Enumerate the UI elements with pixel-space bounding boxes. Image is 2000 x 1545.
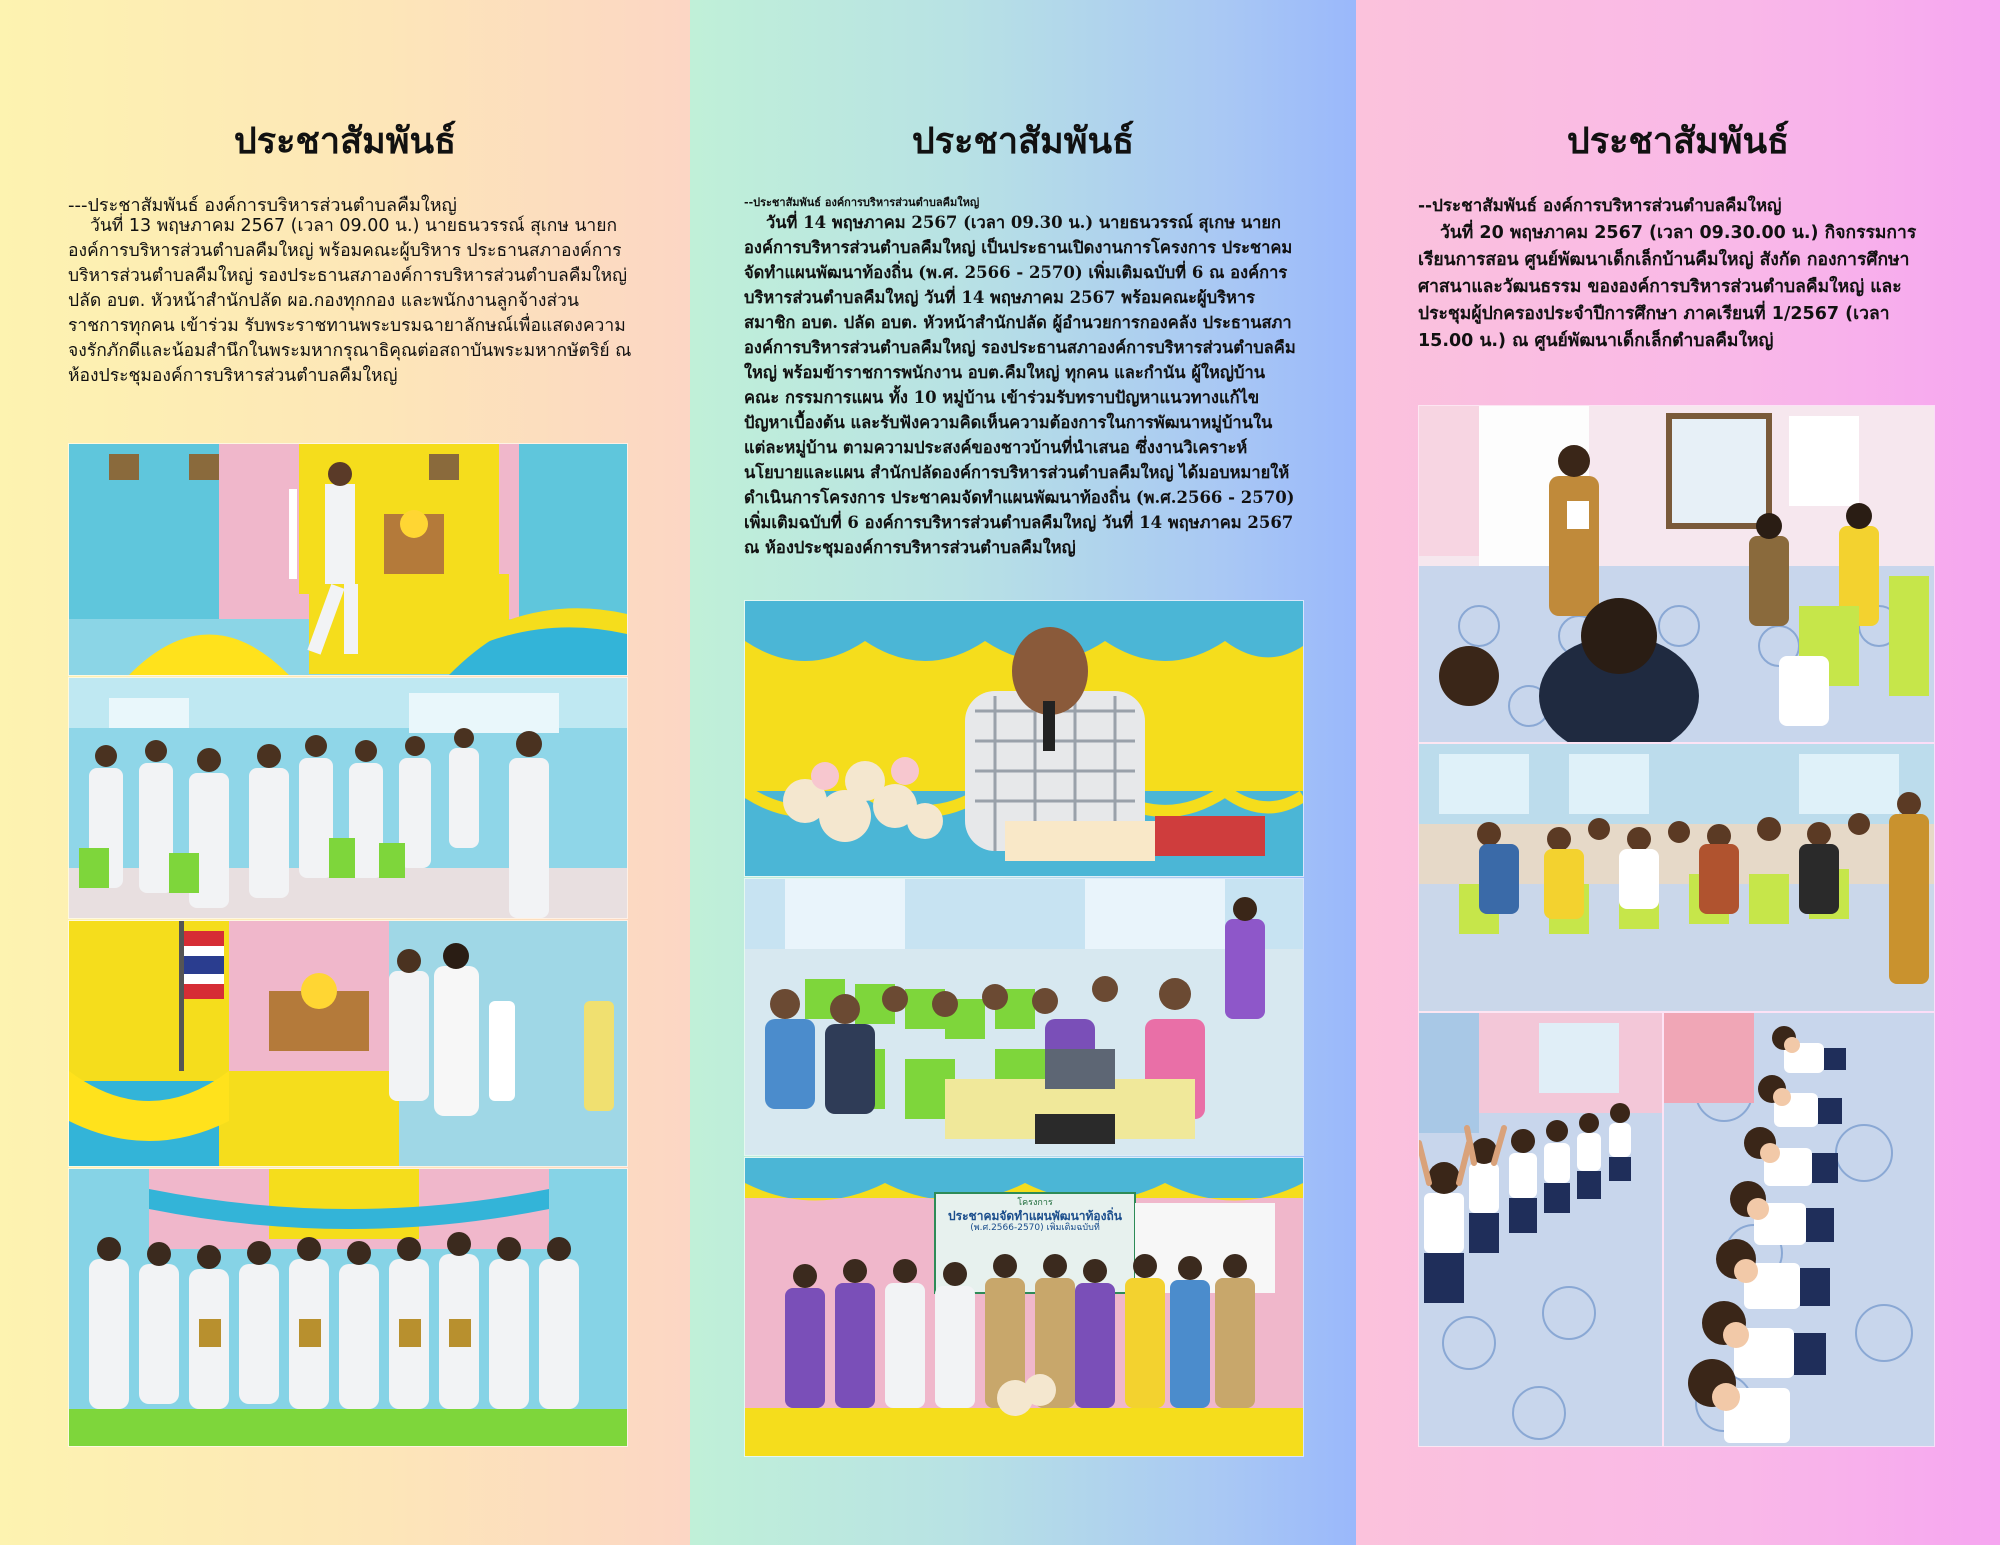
panel-body (744, 210, 1299, 560)
panel-title: ประชาสัมพันธ์ (233, 121, 457, 162)
photo-parents-meeting (1418, 743, 1935, 1012)
panel-childcare (1356, 0, 2000, 1545)
panel-ceremony (0, 0, 690, 1545)
panel-intro: ---ประชาสัมพันธ์ องค์การบริหารส่วนตำบลคืมใหญ่ (68, 195, 457, 216)
photo-teacher-parents (1418, 405, 1935, 743)
panel-intro: --ประชาสัมพันธ์ องค์การบริหารส่วนตำบลคืมใหญ่ (1418, 196, 1782, 216)
photo-banner-group (744, 1157, 1304, 1457)
photo-officials-standing-art (69, 678, 627, 918)
panel-body-text: วันที่ 20 พฤษภาคม 2567 (เวลา 09.30.00 น.) กิจกรรมการเรียนการสอน ศูนย์พัฒนาเด็กเล็กบ้านคืมใหญ่ สังกัด กองการศึกษาศาสนาและวัฒนธรรม ขององค์การบริหารส่วนตำบลคืมใหญ่ และประชุมผู้ปกครองประจำปีการศึกษา ภาคเรียนที่ 1/2567 (เวลา 15.00 น.) ณ ศูนย์พัฒนาเด็กเล็กตำบลคืมใหญ่ (1418, 223, 1917, 351)
panel-body-text: วันที่ 13 พฤษภาคม 2567 (เวลา 09.00 น.) นายธนวรรณ์ สุเกษ นายกองค์การบริหารส่วนตำบลคืมใหญ่ พร้อมคณะผู้บริหาร ประธานสภาองค์การบริหารส่วนตำบลคืมใหญ่ รองประธานสภาองค์การบริหารส่วนตำบลคืมใหญ่ ปลัด อบต. หัวหน้าสำนักปลัด ผอ.กองทุกกอง และพนักงานลูกจ้างส่วนราชการทุกคน เข้าร่วม รับพระราชทานพระบรมฉายาลักษณ์เพื่อแสดงความจงรักภักดีและน้อมสำนึกในพระมหากรุณาธิคุณต่อสถาบันพระมหากษัตริย์ ณ ห้องประชุมองค์การบริหารส่วนตำบลคืมใหญ่ (68, 216, 632, 386)
photo-teacher-parents-art (1419, 406, 1934, 742)
panel-title: ประชาสัมพันธ์ (1566, 121, 1790, 162)
photo-kids-exercise-art (1419, 1013, 1662, 1446)
photo-kids-exercise (1418, 1012, 1663, 1447)
photo-altar-tribute-art (69, 444, 627, 675)
panel-body (68, 214, 633, 389)
panel-community-plan (690, 0, 1356, 1545)
photo-kids-line (1663, 1012, 1935, 1447)
photo-speaker-art (745, 601, 1303, 876)
photo-community-audience-art (745, 879, 1303, 1155)
banner-text (945, 1198, 1125, 1234)
photo-receiving-portrait-art (69, 921, 627, 1166)
photo-group-officials-art (69, 1169, 627, 1446)
photo-kids-line-art (1664, 1013, 1934, 1446)
photo-officials-standing (68, 677, 628, 919)
banner-subtitle: (พ.ศ.2566-2570) เพิ่มเติมฉบับที่ (970, 1223, 1100, 1234)
photo-community-audience (744, 878, 1304, 1156)
panel-intro: --ประชาสัมพันธ์ องค์การบริหารส่วนตำบลคืมใหญ่ (744, 196, 980, 209)
photo-group-officials (68, 1168, 628, 1447)
photo-parents-meeting-art (1419, 744, 1934, 1011)
panel-body (1418, 220, 1938, 355)
photo-receiving-portrait (68, 920, 628, 1167)
panel-body-text: วันที่ 14 พฤษภาคม 2567 (เวลา 09.30 น.) นายธนวรรณ์ สุเกษ นายกองค์การบริหารส่วนตำบลคืมใหญ่ เป็นประธานเปิดงานการโครงการ ประชาคมจัดทำแผนพัฒนาท้องถิ่น (พ.ศ. 2566 - 2570) เพิ่มเติมฉบับที่ 6 ณ องค์การบริหารส่วนตำบลคืมใหญ่ วันที่ 14 พฤษภาคม 2567 พร้อมคณะผู้บริหาร สมาชิก อบต. ปลัด อบต. หัวหน้าสำนักปลัด ผู้อำนวยการกองคลัง ประธานสภาองค์การบริหารส่วนตำบลคืมใหญ่ รองประธานสภาองค์การบริหารส่วนตำบลคืมใหญ่ พร้อมข้าราชการพนักงาน อบต.คืมใหญ่ ทุกคน และกำนัน ผู้ใหญ่บ้าน คณะ กรรมการแผน ทั้ง 10 หมู่บ้าน เข้าร่วมรับทราบปัญหาแนวทางแก้ไขปัญหาเบื้องต้น และรับฟังความคิดเห็นความต้องการในการพัฒนาหมู่บ้านในแต่ละหมู่บ้าน ตามความประสงค์ของชาวบ้านที่นำเสนอ ซึ่งงานวิเคราะห์นโยบายและแผน สำนักปลัดองค์การบริหารส่วนตำบลคืมใหญ่ ได้มอบหมายให้ดำเนินการโครงการ ประชาคมจัดทำแผนพัฒนาท้องถิ่น (พ.ศ.2566 - 2570) เพิ่มเติมฉบับที่ 6 องค์การบริหารส่วนตำบลคืมใหญ่ วันที่ 14 พฤษภาคม 2567 ณ ห้องประชุมองค์การบริหารส่วนตำบลคืมใหญ่ (744, 213, 1296, 557)
photo-speaker (744, 600, 1304, 877)
banner-top-label: โครงการ (1017, 1198, 1053, 1208)
photo-altar-tribute (68, 443, 628, 676)
banner-title: ประชาคมจัดทำแผนพัฒนาท้องถิ่น (948, 1208, 1122, 1223)
panel-title: ประชาสัมพันธ์ (911, 121, 1135, 162)
